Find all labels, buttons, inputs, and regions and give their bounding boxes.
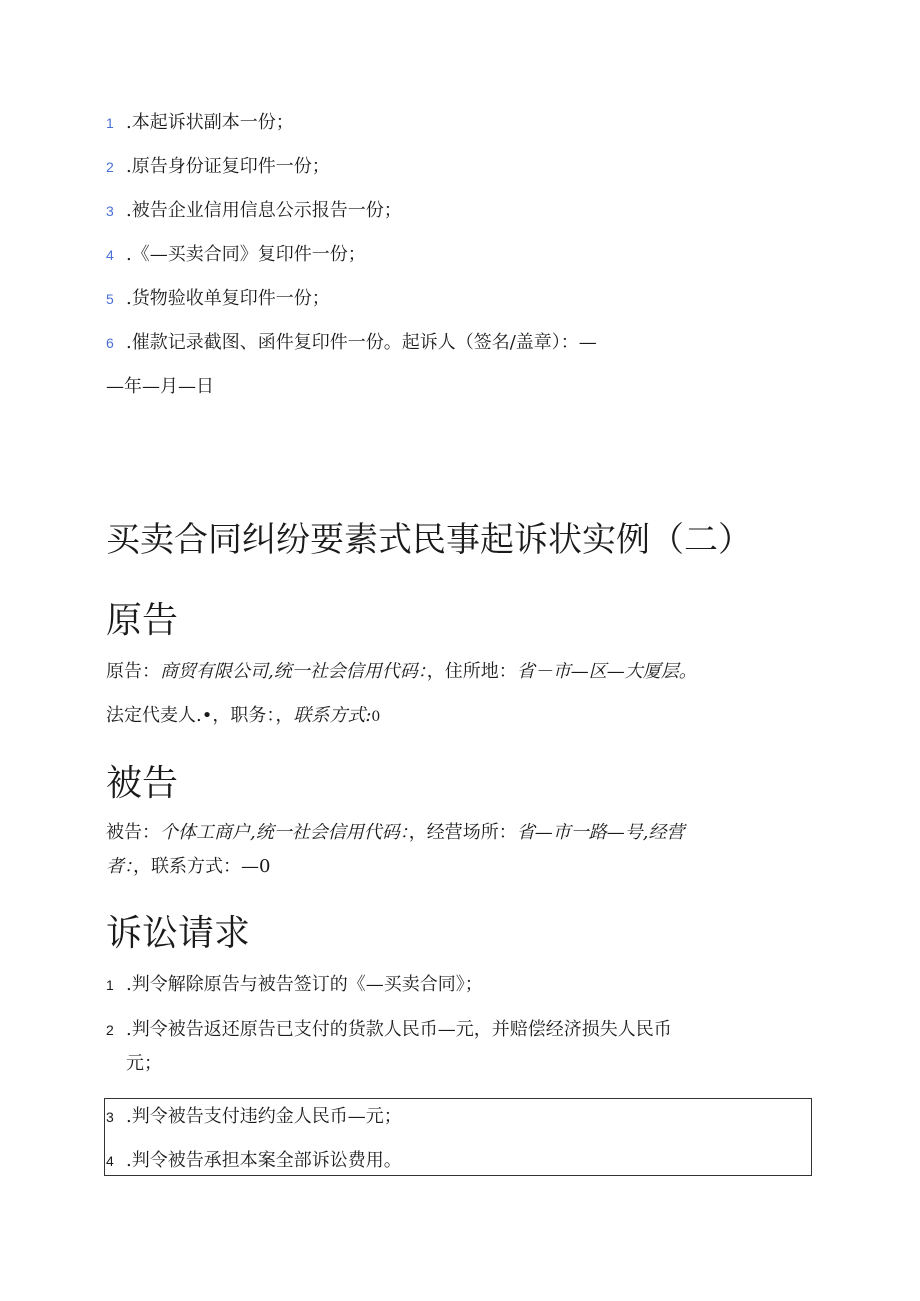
defendant-label: 被告： [106,822,160,843]
attachment-text: .货物验收单复印件一份； [126,288,330,309]
plaintiff-label: 原告： [106,661,160,682]
attachment-item [106,287,330,311]
attachment-item [106,331,597,355]
claim-item [106,1149,402,1173]
defendant-heading: 被告 [106,763,179,804]
list-number: 2 [106,1022,114,1038]
list-number: 4 [106,1153,114,1169]
plaintiff-address: 省－市—区—大厦层。 [516,661,697,682]
claim-text: .判令被告承担本案全部诉讼费用。 [126,1150,402,1171]
claim-item [106,1018,672,1042]
claim-text: 元； [126,1053,162,1074]
contact-value: 0 [371,709,381,725]
claim-item [106,973,483,997]
claim-item-continuation [106,1052,162,1076]
plaintiff-address-label: ，住所地： [426,661,517,682]
claims-heading: 诉讼请求 [106,913,251,954]
attachment-item [106,199,402,223]
date-line: —年—月—日 [106,376,214,397]
defendant-info-line [106,821,684,845]
attachment-item [106,111,294,135]
claim-text: .判令被告支付违约金人民币—元； [126,1106,402,1127]
defendant-operator-line [106,855,270,879]
attachment-text: .催款记录截图、函件复印件一份。起诉人（签名/盖章）：— [126,332,597,353]
plaintiff-info-line [106,660,697,684]
claim-text: .判令被告返还原告已支付的货款人民币—元，并赔偿经济损失人民币 [126,1019,672,1040]
list-number: 1 [106,115,114,131]
operator-label: 者： [106,856,133,877]
defendant-contact: ，联系方式：—0 [133,856,271,877]
claim-item [106,1105,402,1129]
list-number: 5 [106,291,114,307]
attachment-item [106,155,330,179]
document-title: 买卖合同纠纷要素式民事起诉状实例（二） [106,520,752,560]
plaintiff-representative-line [106,704,380,729]
attachment-text: .原告身份证复印件一份； [126,156,330,177]
list-number: 3 [106,203,114,219]
attachment-item [106,243,366,267]
claim-text: .判令解除原告与被告签订的《—买卖合同》； [126,974,483,995]
defendant-business: 个体工商户,统一社会信用代码： [160,822,409,843]
defendant-address-label: ，经营场所： [408,822,517,843]
attachment-text: .被告企业信用信息公示报告一份； [126,200,402,221]
attachment-text: .《—买卖合同》复印件一份； [126,244,366,265]
plaintiff-heading: 原告 [106,600,179,641]
defendant-address: 省—市一路—号,经营 [516,822,685,843]
list-number: 1 [106,977,114,993]
attachment-text: .本起诉状副本一份； [126,112,294,133]
representative-label: 法定代麦人.•，职务：， [106,705,294,726]
contact-label: 联系方式: [293,705,372,726]
list-number: 6 [106,335,114,351]
list-number: 4 [106,247,114,263]
plaintiff-company: 商贸有限公司,统一社会信用代码： [160,661,427,682]
list-number: 3 [106,1109,114,1125]
list-number: 2 [106,159,114,175]
